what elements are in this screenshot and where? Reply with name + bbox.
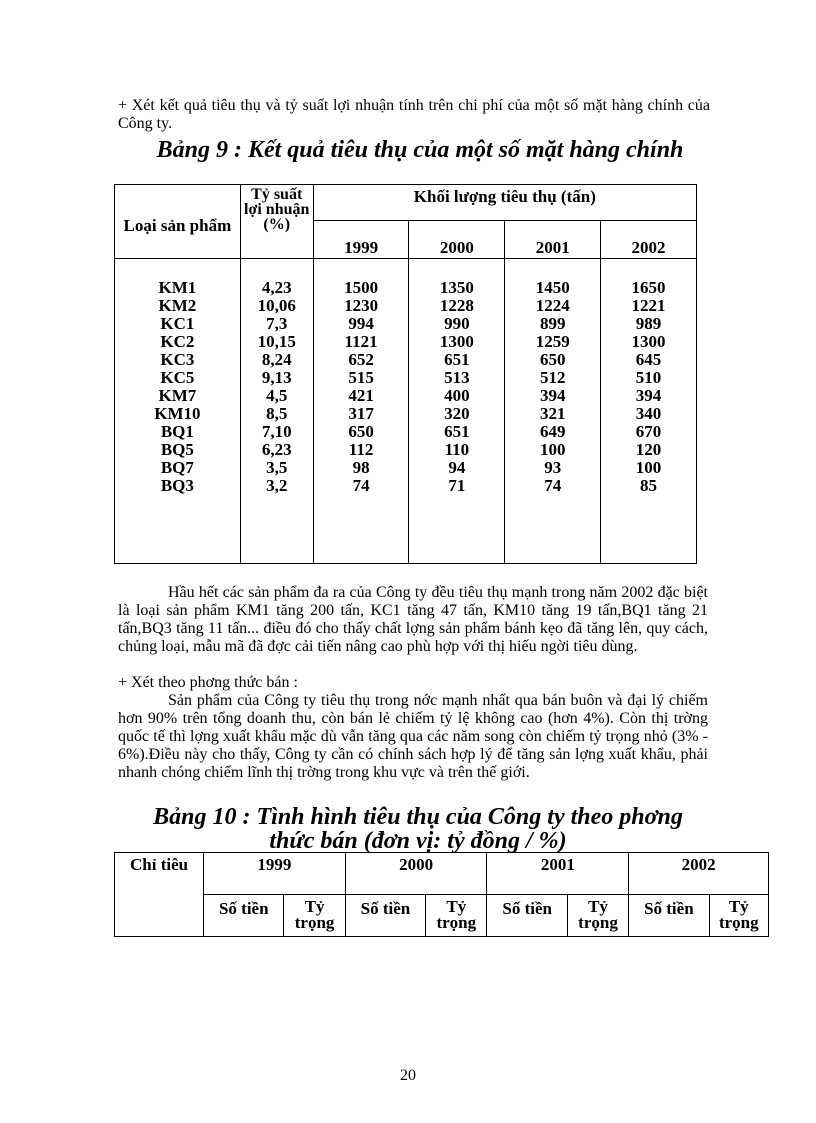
cell-volume-1999: 515 <box>348 368 374 387</box>
cell-ratio: 8,24 <box>261 350 292 369</box>
header-year-1999: 1999 <box>313 221 409 259</box>
header-year-1999: 1999 <box>204 853 346 895</box>
cell-volume-2002: 1300 <box>631 332 666 351</box>
cell-volume-2000: 990 <box>444 314 470 333</box>
column-2001 <box>505 259 601 564</box>
cell-volume-2002: 120 <box>635 440 662 459</box>
cell-ratio: 10,06 <box>257 296 296 315</box>
cell-volume-2002: 1650 <box>631 278 666 297</box>
cell-volume-2001: 899 <box>539 314 566 333</box>
cell-volume-2001: 321 <box>539 404 566 423</box>
paragraph-sales-summary: Hầu hết các sản phẩm đa ra của Công ty đều tiêu thụ mạnh trong năm 2002 đặc biệt là loại sản phẩm KM1 tăng 200 tấn, KC1 tăng 47 tấn, KM10 tăng 19 tấn,BQ1 tăng 21 tấn,BQ3 tăng 11 tấn... điều đó cho thấy chất lợng sản phẩm bánh kẹo đã tăng lên, quy cách, chủng loại, mẫu mã đã đợc cải tiến nâng cao phù hợp với thị hiếu ngời tiêu dùng. <box>118 584 708 655</box>
cell-volume-2001: 100 <box>539 440 566 459</box>
cell-volume-1999: 1230 <box>344 296 379 315</box>
cell-ratio: 4,5 <box>266 386 288 405</box>
cell-volume-2000: 513 <box>444 368 470 387</box>
cell-product: KM1 <box>158 278 197 297</box>
table10 <box>114 852 769 937</box>
header-share: Tỷ trọng <box>709 895 768 937</box>
cell-ratio: 10,15 <box>257 332 296 351</box>
table10-title: Bảng 10 : Tình hình tiêu thụ của Công ty theo phơng thức bán (đơn vị: tỷ đồng / %) <box>153 804 683 854</box>
cell-volume-1999: 112 <box>348 440 374 459</box>
cell-volume-2000: 400 <box>444 386 470 405</box>
cell-volume-1999: 1500 <box>344 278 379 297</box>
cell-volume-2000: 71 <box>448 476 466 495</box>
column-product <box>115 259 241 564</box>
cell-volume-2001: 1259 <box>535 332 570 351</box>
cell-ratio: 9,13 <box>261 368 292 387</box>
header-ratio: Tỷ suất lợi nhuận (%) <box>240 185 313 259</box>
cell-product: KC5 <box>160 368 195 387</box>
cell-volume-1999: 74 <box>352 476 370 495</box>
cell-product: KC2 <box>160 332 195 351</box>
header-share: Tỷ trọng <box>284 895 345 937</box>
cell-volume-1999: 421 <box>348 386 374 405</box>
header-year-2000: 2000 <box>409 221 505 259</box>
paragraph-sales-method-heading: + Xét theo phơng thức bán : <box>118 674 298 691</box>
cell-product: KM10 <box>154 404 201 423</box>
table9 <box>114 184 697 564</box>
cell-volume-2002: 394 <box>635 386 662 405</box>
cell-ratio: 6,23 <box>261 440 292 459</box>
header-indicator: Chỉ tiêu <box>115 853 204 937</box>
cell-volume-2000: 1300 <box>439 332 474 351</box>
cell-volume-2000: 1350 <box>439 278 474 297</box>
cell-product: BQ1 <box>160 422 194 441</box>
column-2002 <box>601 259 697 564</box>
header-year-2001: 2001 <box>487 853 629 895</box>
cell-volume-1999: 650 <box>348 422 374 441</box>
cell-volume-1999: 652 <box>348 350 374 369</box>
cell-volume-1999: 98 <box>352 458 370 477</box>
header-year-2000: 2000 <box>345 853 487 895</box>
cell-product: KM2 <box>158 296 197 315</box>
cell-volume-2002: 100 <box>635 458 662 477</box>
paragraph-sales-method: Sản phẩm của Công ty tiêu thụ trong nớc mạnh nhất qua bán buôn và đại lý chiếm hơn 90% trên tổng doanh thu, còn bán lẻ chiếm tỷ lệ không cao (hơn 4%). Còn thị trờng quốc tế thì lợng xuất khẩu mặc dù vẫn tăng qua các năm song còn chiếm tỷ trọng nhỏ (3% - 6%).Điều này cho thấy, Công ty cần có chính sách hợp lý để tăng sản lợng xuất khẩu, phải nhanh chóng chiếm lĩnh thị trờng trong khu vực và trên thế giới. <box>118 692 708 781</box>
cell-volume-2002: 670 <box>635 422 662 441</box>
cell-volume-2001: 74 <box>544 476 562 495</box>
table9-title: Bảng 9 : Kết quả tiêu thụ của một số mặt hàng chính <box>156 137 684 163</box>
page-number: 20 <box>400 1067 416 1084</box>
header-amount: Số tiền <box>345 895 425 937</box>
header-product: Loại sản phẩm <box>115 185 241 259</box>
cell-product: KC1 <box>160 314 195 333</box>
cell-ratio: 7,10 <box>261 422 292 441</box>
column-1999 <box>313 259 409 564</box>
cell-ratio: 3,2 <box>266 476 288 495</box>
cell-volume-1999: 1121 <box>344 332 378 351</box>
cell-volume-1999: 317 <box>348 404 374 423</box>
cell-volume-2002: 645 <box>635 350 662 369</box>
header-share: Tỷ trọng <box>426 895 487 937</box>
cell-volume-2002: 85 <box>640 476 658 495</box>
header-amount: Số tiền <box>487 895 567 937</box>
cell-volume-2002: 1221 <box>631 296 666 315</box>
cell-ratio: 7,3 <box>266 314 288 333</box>
intro-paragraph: + Xét kết quả tiêu thụ và tỷ suất lợi nhuận tính trên chi phí của một số mặt hàng chính của Công ty. <box>118 97 710 132</box>
header-year-2002: 2002 <box>629 853 769 895</box>
cell-product: KC3 <box>160 350 195 369</box>
cell-product: BQ7 <box>160 458 194 477</box>
cell-volume-2000: 651 <box>444 422 470 441</box>
cell-product: BQ3 <box>160 476 194 495</box>
column-ratio <box>240 259 313 564</box>
cell-volume-2001: 649 <box>539 422 566 441</box>
cell-volume-2001: 1450 <box>535 278 570 297</box>
cell-volume-2002: 340 <box>635 404 662 423</box>
cell-ratio: 4,23 <box>261 278 292 297</box>
cell-volume-2002: 989 <box>635 314 662 333</box>
cell-ratio: 8,5 <box>266 404 288 423</box>
column-2000 <box>409 259 505 564</box>
cell-volume-2000: 651 <box>444 350 470 369</box>
cell-volume-2001: 1224 <box>535 296 570 315</box>
cell-volume-2002: 510 <box>635 368 662 387</box>
cell-volume-2000: 110 <box>444 440 470 459</box>
header-year-2002: 2002 <box>601 221 697 259</box>
header-amount: Số tiền <box>204 895 284 937</box>
cell-volume-2001: 650 <box>539 350 566 369</box>
cell-volume-2001: 93 <box>544 458 562 477</box>
cell-volume-2001: 512 <box>539 368 566 387</box>
cell-product: KM7 <box>158 386 197 405</box>
cell-volume-2000: 94 <box>448 458 466 477</box>
header-share: Tỷ trọng <box>567 895 628 937</box>
cell-volume-2000: 1228 <box>439 296 474 315</box>
cell-ratio: 3,5 <box>266 458 288 477</box>
header-volume: Khối lượng tiêu thụ (tấn) <box>313 185 696 221</box>
header-amount: Số tiền <box>629 895 709 937</box>
cell-volume-1999: 994 <box>348 314 374 333</box>
cell-volume-2001: 394 <box>539 386 566 405</box>
cell-volume-2000: 320 <box>444 404 470 423</box>
cell-product: BQ5 <box>160 440 194 459</box>
header-year-2001: 2001 <box>505 221 601 259</box>
